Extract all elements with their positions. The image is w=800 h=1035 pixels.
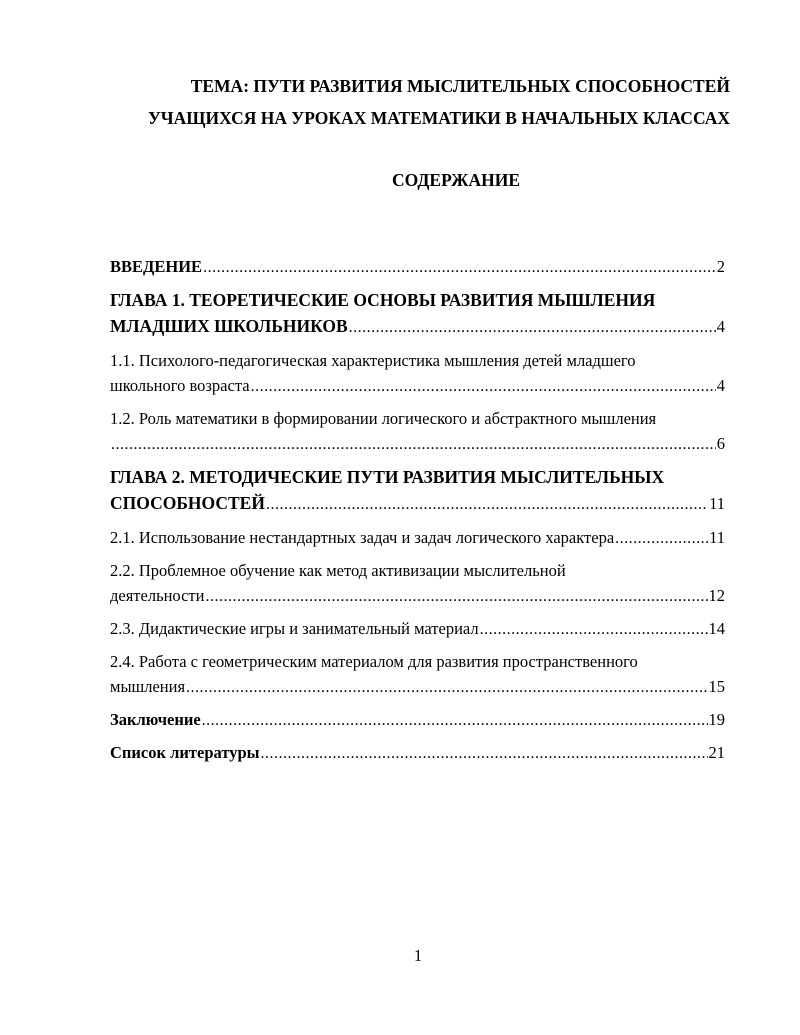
dot-leader	[111, 432, 716, 457]
toc-page-number: 12	[708, 586, 725, 605]
toc-entry-text: Заключение	[110, 710, 201, 729]
toc-entry-text: 2.1. Использование нестандартных задач и задач логического характера	[110, 528, 615, 547]
dot-leader	[266, 492, 708, 518]
dot-leader	[203, 255, 716, 280]
toc-page-number: 6	[716, 434, 725, 453]
toc-page-number: 4	[716, 376, 725, 395]
toc-entry-text-line-1: 1.1. Психолого-педагогическая характеристика мышления детей младшего	[110, 351, 636, 370]
toc-entry-text-line-1: ГЛАВА 2. МЕТОДИЧЕСКИЕ ПУТИ РАЗВИТИЯ МЫСЛИТЕЛЬНЫХ	[110, 467, 665, 487]
toc-page-number: 11	[709, 528, 725, 547]
toc-page-number: 15	[708, 677, 725, 696]
toc-entry-section-2-3[interactable]	[110, 616, 725, 642]
toc-page-number: 11	[709, 494, 725, 513]
toc-entry-section-1-1[interactable]	[110, 348, 725, 399]
toc-entry-text-line-1: ГЛАВА 1. ТЕОРЕТИЧЕСКИЕ ОСНОВЫ РАЗВИТИЯ МЫШЛЕНИЯ	[110, 290, 656, 310]
toc-entry-section-2-1[interactable]	[110, 525, 725, 551]
toc-page-number: 2	[716, 257, 725, 276]
toc-heading: СОДЕРЖАНИЕ	[391, 170, 520, 190]
toc-entry-introduction[interactable]	[110, 254, 725, 280]
toc-entry-text-line-2: мышления	[110, 677, 186, 696]
page-number: 1	[413, 946, 423, 965]
toc-entry-chapter-1[interactable]	[110, 287, 725, 341]
table-of-contents	[110, 254, 725, 773]
toc-entry-text: 2.3. Дидактические игры и занимательный материал	[110, 619, 479, 638]
toc-entry-text-line-1: 2.4. Работа с геометрическим материалом для развития пространственного	[110, 652, 638, 671]
toc-entry-references[interactable]	[110, 740, 725, 766]
toc-entry-text-line-2: школьного возраста	[110, 376, 250, 395]
dot-leader	[186, 675, 707, 700]
toc-entry-section-1-2[interactable]	[110, 406, 725, 457]
toc-entry-text-line-2: деятельности	[110, 586, 205, 605]
dot-leader	[615, 526, 708, 551]
dot-leader	[251, 374, 716, 399]
dot-leader	[205, 584, 707, 609]
toc-entry-text-line-1: 1.2. Роль математики в формировании логического и абстрактного мышления	[110, 409, 657, 428]
toc-entry-text-line-1: 2.2. Проблемное обучение как метод активизации мыслительной	[110, 561, 566, 580]
dot-leader	[349, 315, 716, 341]
toc-entry-text-line-2: СПОСОБНОСТЕЙ	[110, 493, 265, 513]
toc-page-number: 4	[716, 317, 725, 336]
dot-leader	[261, 741, 708, 766]
toc-entry-section-2-4[interactable]	[110, 649, 725, 700]
toc-entry-chapter-2[interactable]	[110, 464, 725, 518]
toc-entry-text: ВВЕДЕНИЕ	[110, 257, 203, 276]
toc-page-number: 21	[708, 743, 725, 762]
toc-page-number: 14	[708, 619, 725, 638]
toc-entry-section-2-2[interactable]	[110, 558, 725, 609]
toc-entry-text-line-2: МЛАДШИХ ШКОЛЬНИКОВ	[110, 316, 348, 336]
title-line-2: УЧАЩИХСЯ НА УРОКАХ МАТЕМАТИКИ В НАЧАЛЬНЫХ КЛАССАХ	[147, 108, 730, 128]
toc-page-number: 19	[708, 710, 725, 729]
dot-leader	[202, 708, 708, 733]
dot-leader	[480, 617, 708, 642]
title-line-1: ТЕМА: ПУТИ РАЗВИТИЯ МЫСЛИТЕЛЬНЫХ СПОСОБНОСТЕЙ	[190, 76, 730, 96]
toc-entry-conclusion[interactable]	[110, 707, 725, 733]
toc-entry-text: Список литературы	[110, 743, 260, 762]
document-title	[110, 70, 730, 134]
